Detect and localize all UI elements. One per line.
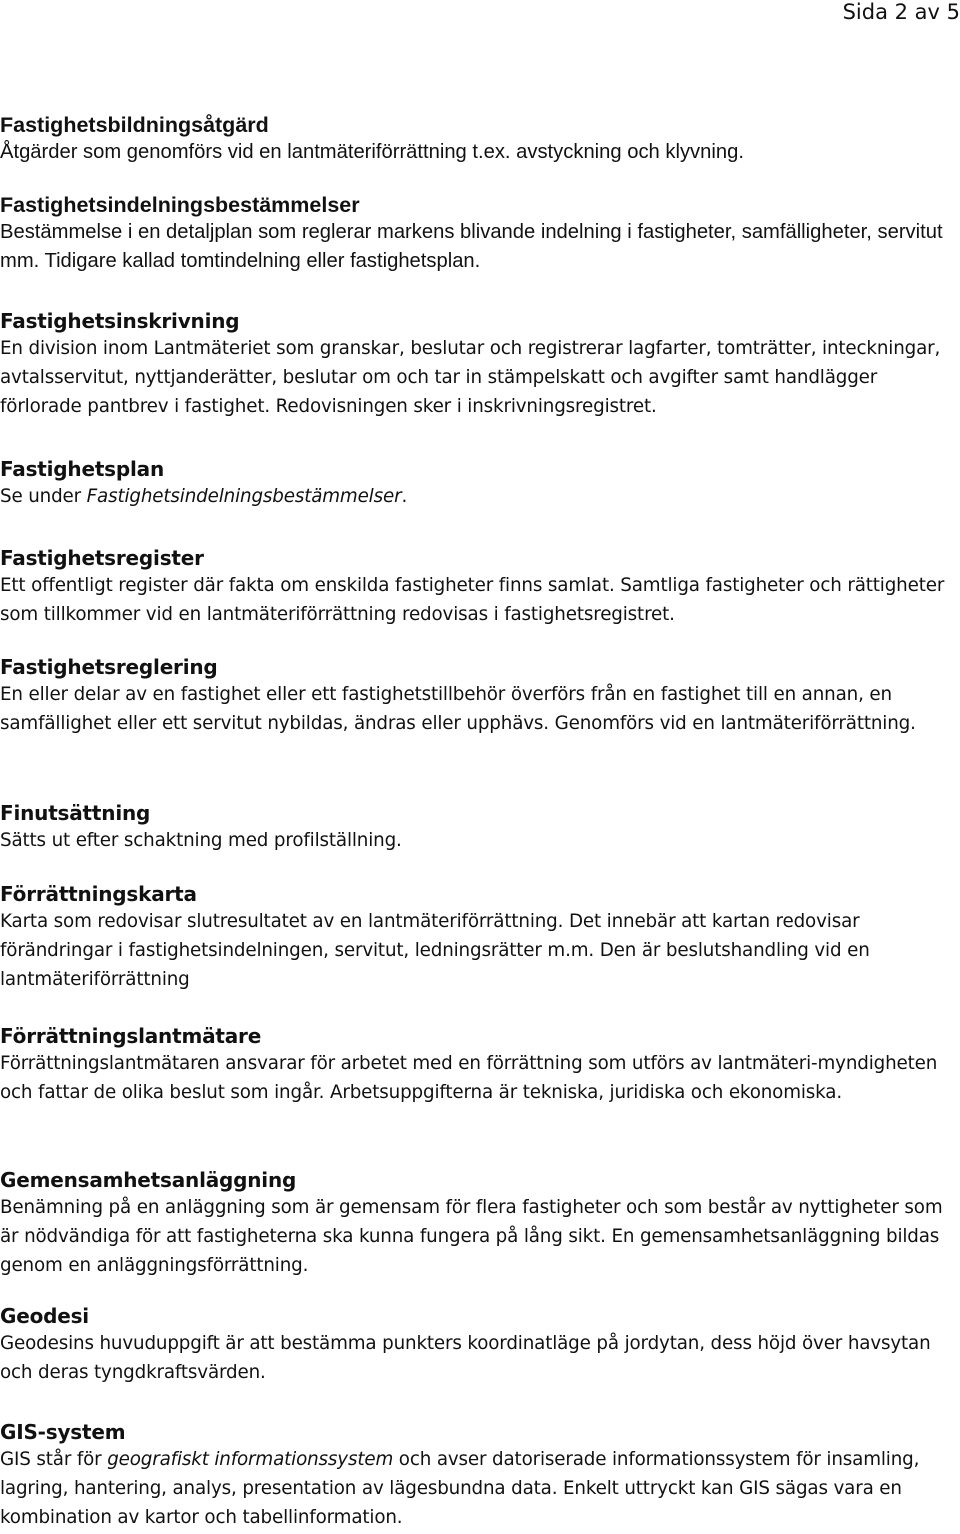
glossary-entry: [0, 1167, 960, 1280]
term-heading: Fastighetsreglering: [0, 655, 218, 679]
term-heading: Förrättningslantmätare: [0, 1024, 262, 1048]
term-definition: Ett offentligt register där fakta om enskilda fastigheter finns samlat. Samtliga fastigheter och rättigheter som tillkommer vid en lantmäteriförrättning redovisas i fastighetsregistret.: [0, 575, 945, 625]
definition-text: .: [401, 486, 408, 507]
page-number: Sida 2 av 5: [842, 0, 960, 24]
term-heading: Fastighetsplan: [0, 457, 164, 481]
term-heading: Fastighetsbildningsåtgärd: [0, 113, 269, 137]
term-definition: Åtgärder som genomförs vid en lantmäteriförrättning t.ex. avstyckning och klyvning.: [0, 141, 744, 163]
glossary-entry: [0, 881, 960, 994]
definition-text: Se under: [0, 486, 87, 507]
term-definition: Benämning på en anläggning som är gemensam för flera fastigheter och som består av nyttigheter som är nödvändiga för att fastigheterna ska kunna fungera på lång sikt. En gemensamhetsanläggning bildas genom en anläggningsförrättning.: [0, 1197, 943, 1276]
glossary-entry: [0, 308, 960, 421]
definition-text: och avser datoriserade informationssystem för insamling, lagring, hantering, analys, presentation av lägesbundna data. Enkelt uttryckt kan GIS sägas vara en kombination av kartor och tabellinformation.: [0, 1449, 920, 1528]
emphasized-term: geografiskt informationssystem: [107, 1449, 394, 1470]
term-definition: [0, 483, 960, 512]
term-definition: Karta som redovisar slutresultatet av en lantmäteriförrättning. Det innebär att kartan redovisar förändringar i fastighetsindelningen, servitut, ledningsrätter m.m. Den är beslutshandling vid en lantmäteriförrättning: [0, 911, 870, 990]
glossary-entry: [0, 1023, 960, 1108]
term-heading: GIS-system: [0, 1420, 126, 1444]
term-definition: En eller delar av en fastighet eller ett fastighetstillbehör överförs från en fastighet till en annan, en samfällighet eller ett servitut nybildas, ändras eller upphävs. Genomförs vid en lantmäteriförrättning.: [0, 684, 916, 734]
term-definition: En division inom Lantmäteriet som granskar, beslutar och registrerar lagfarter, tomträtter, inteckningar, avtalsservitut, nyttjanderätter, beslutar om och tar in stämpelskatt och avgifter samt handlägger förlorade pantbrev i fastighet. Redovisningen sker i inskrivningsregistret.: [0, 338, 941, 417]
glossary-entry: [0, 1303, 960, 1388]
term-heading: Förrättningskarta: [0, 882, 197, 906]
term-definition: Förrättningslantmätaren ansvarar för arbetet med en förrättning som utförs av lantmäteri-myndigheten och fattar de olika beslut som ingår. Arbetsuppgifterna är tekniska, juridiska och ekonomiska.: [0, 1053, 938, 1103]
glossary-entry: [0, 456, 960, 512]
definition-text: GIS står för: [0, 1449, 108, 1470]
term-definition: Sätts ut efter schaktning med profilställning.: [0, 830, 402, 851]
term-heading: Fastighetsindelningsbestämmelser: [0, 193, 360, 217]
cross-reference: Fastighetsindelningsbestämmelser: [86, 486, 402, 507]
term-heading: Gemensamhetsanläggning: [0, 1168, 297, 1192]
term-definition: [0, 1446, 960, 1532]
glossary-entry: [0, 192, 960, 275]
term-heading: Fastighetsregister: [0, 546, 204, 570]
term-heading: Fastighetsinskrivning: [0, 309, 240, 333]
term-heading: Finutsättning: [0, 801, 151, 825]
term-heading: Geodesi: [0, 1304, 89, 1328]
glossary-entry: [0, 1419, 960, 1532]
glossary-entry: [0, 654, 960, 739]
glossary-entry: [0, 112, 960, 167]
term-definition: Geodesins huvuduppgift är att bestämma punkters koordinatläge på jordytan, dess höjd över havsytan och deras tyngdkraftsvärden.: [0, 1333, 931, 1383]
glossary-entry: [0, 545, 960, 630]
glossary-entry: [0, 800, 960, 856]
term-definition: Bestämmelse i en detaljplan som reglerar markens blivande indelning i fastigheter, samfälligheter, servitut mm. Tidigare kallad tomtindelning eller fastighetsplan.: [0, 221, 943, 272]
